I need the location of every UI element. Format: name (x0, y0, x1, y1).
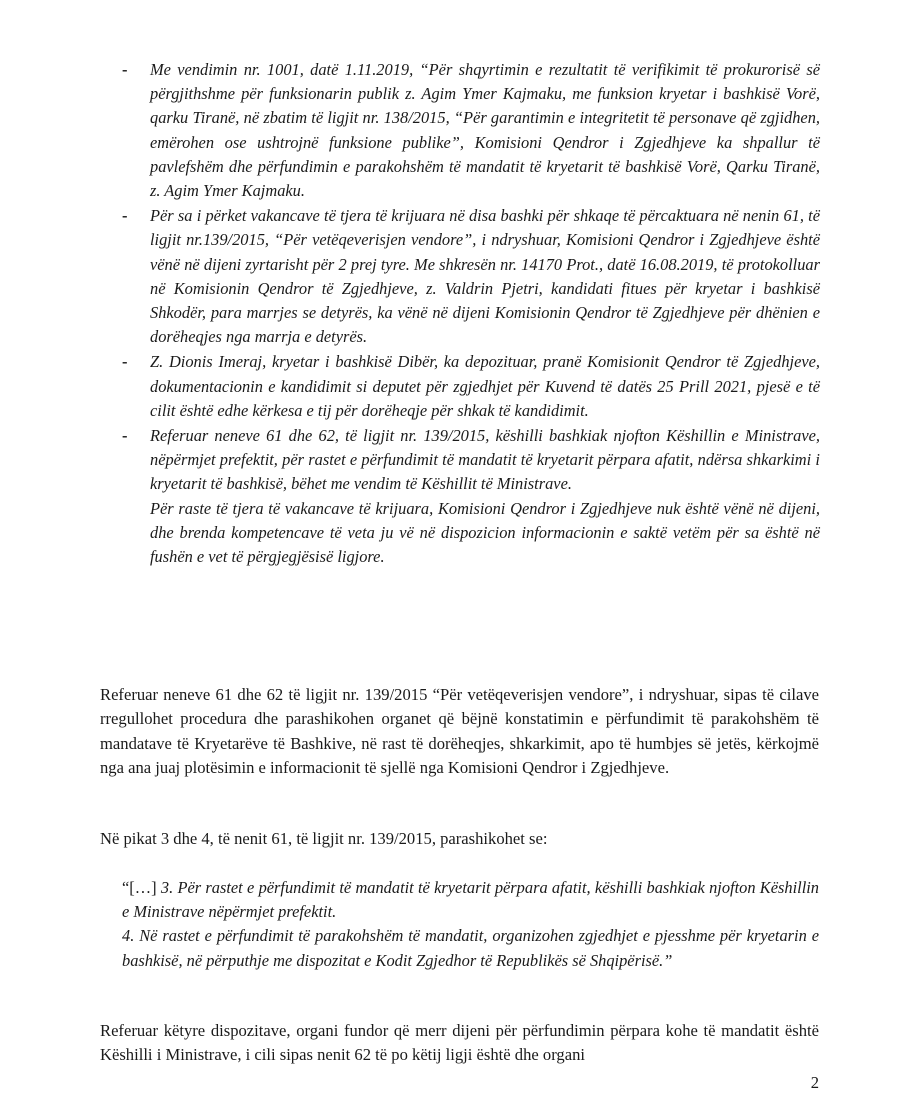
quote-point-3 (122, 876, 819, 924)
legal-quote-block (122, 876, 819, 973)
bullet-text: Për sa i përket vakancave të tjera të krijuara në disa bashki për shkaqe të përcaktuara në nenin 61, të ligjit nr.139/2015, “Për vetëqeverisjen vendore”, i ndryshuar, Komisioni Qendror i Zgjedhjeve është vënë në dijeni zyrtarisht për 2 prej tyre. Me shkresën nr. 14170 Prot., datë 16.08.2019, të protokolluar në Komisionin Qendror të Zgjedhjeve, z. Valdrin Pjetri, kandidati fitues për kryetar i bashkisë Shkodër, para marrjes se detyrës, ka vënë në dijeni Komisionin Qendror të Zgjedhjeve për dhënien e dorëheqjes nga marrja e detyrës. (150, 206, 820, 347)
quote-point-4: 4. Në rastet e përfundimit të parakohshëm të mandatit, organizohen zgjedhjet e pjesshme për kryetarin e bashkisë, në përputhje me dispozitat e Kodit Zgjedhor të Republikës së Shqipërisë.” (122, 926, 819, 970)
bullet-item-decision-1001 (100, 58, 820, 203)
quote-point-3-text: 3. Për rastet e përfundimit të mandatit të kryetarit përpara afatit, këshilli bashkiak njofton Këshillin e Ministrave nëpërmjet prefektit. (122, 878, 819, 922)
dash-bullet-icon: - (122, 426, 128, 446)
dash-bullet-icon: - (122, 352, 128, 372)
bullet-item-articles-61-62 (100, 424, 820, 569)
bullet-text: Me vendimin nr. 1001, datë 1.11.2019, “Për shqyrtimin e rezultatit të verifikimit të prokurorisë së përgjithshme për funksionarin publik z. Agim Ymer Kajmaku, me funksion kryetar i bashkisë Vorë, qarku Tiranë, në zbatim të ligjit nr. 138/2015, “Për garantimin e integritetit të personave që zgjidhen, emërohen ose ushtrojnë funksione publike”, Komisioni Qendror i Zgjedhjeve ka shpallur të pavlefshëm dhe përfundimin e parakohshëm të mandatit të kryetarit të bashkisë Vorë, Qarku Tiranë, z. Agim Ymer Kajmaku. (150, 60, 820, 201)
bullet-item-other-vacancies (100, 204, 820, 349)
dash-bullet-icon: - (122, 206, 128, 226)
bullet-item-diber-resignation (100, 350, 820, 423)
bullet-text: Referuar neneve 61 dhe 62, të ligjit nr. 139/2015, këshilli bashkiak njofton Këshillin e Ministrave, nëpërmjet prefektit, për rastet e përfundimit të mandatit të kryetarit përpara afatit, ndërsa shkarkimi i kryetarit të bashkisë, bëhet me vendim të Këshillit të Ministrave. (150, 426, 820, 494)
body-paragraph-2: Në pikat 3 dhe 4, të nenit 61, të ligjit nr. 139/2015, parashikohet se: (100, 829, 548, 848)
bullet-text: Z. Dionis Imeraj, kryetar i bashkisë Dibër, ka depozituar, pranë Komisionit Qendror të Zgjedhjeve, dokumentacionin e kandidimit si deputet për zgjedhjet për Kuvend të datës 25 Prill 2021, pjesë e të cilit është edhe kërkesa e tij për dorëheqje për shkak të kandidimit. (150, 352, 820, 420)
bullet-list (100, 58, 820, 570)
bullet-text-continuation: Për raste të tjera të vakancave të krijuara, Komisioni Qendror i Zgjedhjeve nuk është vënë në dijeni, dhe brenda kompetencave të veta ju vë në dispozicion informacionin e saktë vetëm për sa është në fushën e vet të përgjegjësisë ligjore. (150, 498, 820, 567)
dash-bullet-icon: - (122, 60, 128, 79)
page-number: 2 (810, 1073, 819, 1092)
body-paragraph-3: Referuar këtyre dispozitave, organi fundor që merr dijeni për përfundimin përpara kohe të mandatit është Këshilli i Ministrave, i cili sipas nenit 62 të po këtij ligji është dhe organi (100, 1021, 819, 1065)
quote-open: “[…] (122, 878, 161, 897)
body-paragraph-1: Referuar neneve 61 dhe 62 të ligjit nr. 139/2015 “Për vetëqeverisjen vendore”, i ndryshuar, sipas të cilave rregullohet procedura dhe parashikohen organet që bëjnë konstatimin e përfundimit të parakohshëm të mandatave të Kryetarëve të Bashkive, në rast të dorëheqjes, shkarkimit, apo të humbjes së jetës, kërkojmë nga ana juaj plotësimin e informacionit të sjellë nga Komisioni Qendror i Zgjedhjeve. (100, 685, 819, 777)
